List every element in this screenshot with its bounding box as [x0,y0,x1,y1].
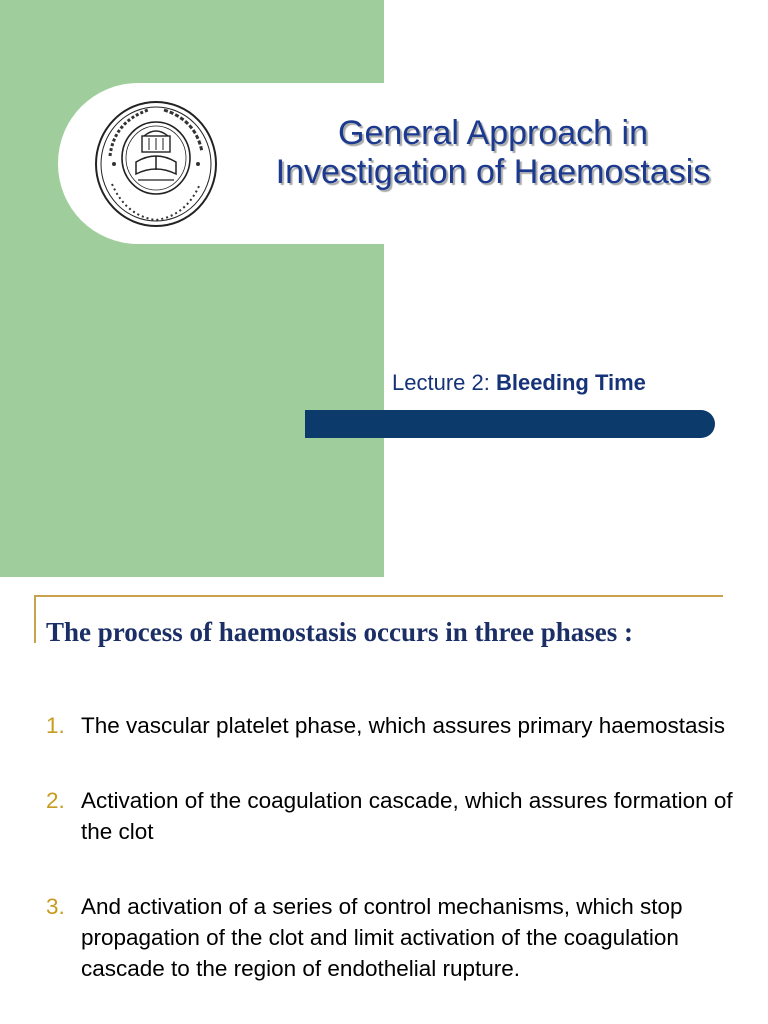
list-item [46,891,746,984]
slide-heading: The process of haemostasis occurs in three phases : [46,617,633,647]
list-number: 3. [46,894,65,919]
university-seal-logo [92,100,220,228]
subtitle-accent-bar [305,410,715,438]
list-text: And activation of a series of control mechanisms, which stop propagation of the clot and limit activation of the coagulation cascade to the region of endothelial rupture. [81,894,683,981]
lecture-subtitle [392,370,646,396]
title-line-1: General Approach in [338,114,648,152]
lecture-prefix: Lecture 2: [392,370,496,395]
frame-left-rule [34,595,36,643]
phases-list [46,710,746,984]
list-number: 1. [46,713,65,738]
list-text: The vascular platelet phase, which assures primary haemostasis [81,713,726,738]
frame-top-rule [34,595,723,597]
title-line-2: Investigation of Haemostasis [275,153,711,192]
list-text: Activation of the coagulation cascade, which assures formation of the clot [81,788,733,844]
content-slide [0,590,768,1024]
lecture-topic: Bleeding Time [495,370,646,395]
list-number: 2. [46,788,65,813]
list-item [46,785,746,847]
slide-title [238,114,748,192]
list-item [46,710,746,741]
